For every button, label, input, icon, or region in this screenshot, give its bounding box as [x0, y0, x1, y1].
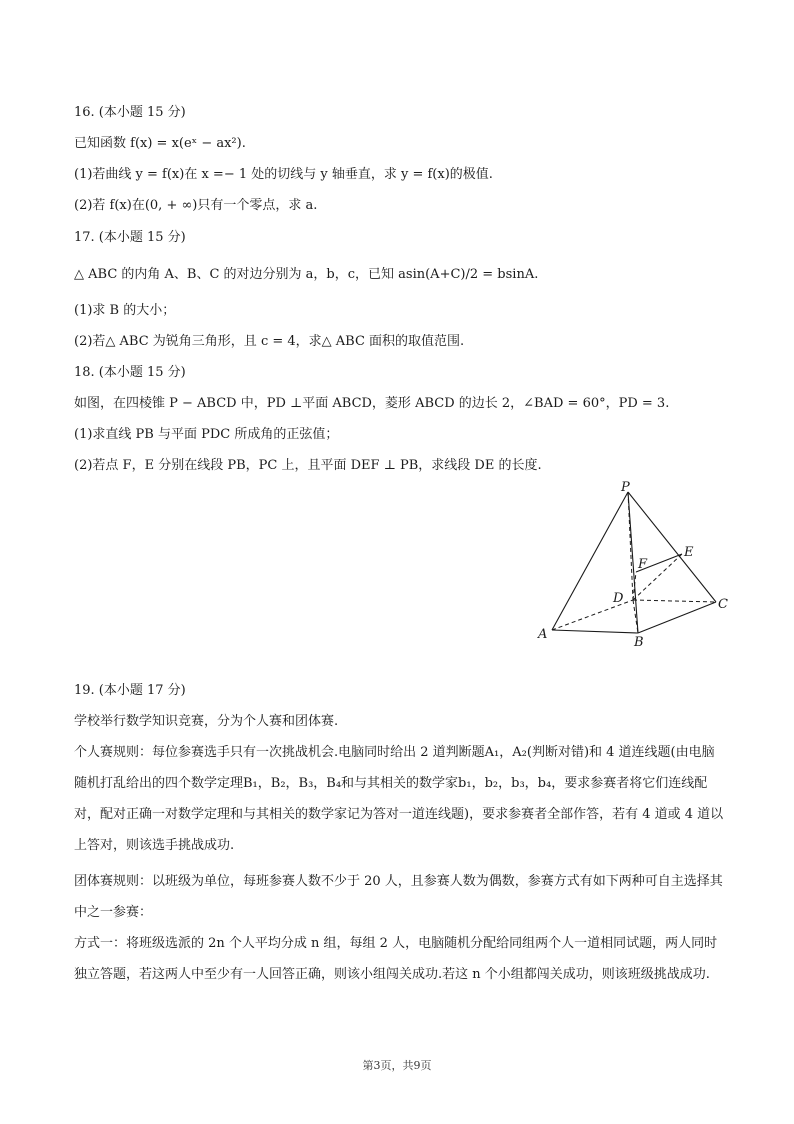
edge-BC [638, 602, 716, 633]
q18-stem: 如图，在四棱锥 P − ABCD 中，PD ⊥平面 ABCD，菱形 ABCD 的边长 2，∠BAD = 60°，PD = 3. [74, 396, 670, 411]
q16-header: 16. (本小题 15 分) [74, 105, 186, 120]
label-B: B [634, 635, 644, 650]
label-E: E [684, 545, 694, 560]
q19-individual-rules: 个人赛规则：每位参赛选手只有一次挑战机会.电脑同时给出 2 道判断题A₁，A₂(判断对错)和 4 道连线题(由电脑随机打乱给出的四个数学定理B₁，B₂，B₃，B₄和与其相关的数学家b₁，b₂，b₃，b₄，要求参赛者将它们连线配对，配对正确一对数学定理和与其相关的数学家记为答对一道连线题)，要求参赛者全部作答，若有 4 道或 4 道以上答对，则该选手挑战成功. [74, 745, 724, 853]
q16-stem-text: 已知函数 f(x) = x(eˣ − ax²). [74, 136, 246, 151]
edge-PA [552, 492, 628, 630]
q17-part2: (2)若△ ABC 为锐角三角形，且 c = 4，求△ ABC 面积的取值范围. [74, 334, 465, 349]
q16-part2: (2)若 f(x)在(0, + ∞)只有一个零点，求 a. [74, 198, 318, 213]
label-P: P [621, 480, 630, 495]
q17-part1: (1)求 B 的大小； [74, 303, 176, 318]
q18-part2: (2)若点 F，E 分别在线段 PB，PC 上，且平面 DEF ⊥ PB，求线段 DE 的长度. [74, 458, 542, 473]
q19-team-rules: 团体赛规则：以班级为单位，每班参赛人数不少于 20 人，且参赛人数为偶数，参赛方式有如下两种可自主选择其中之一参赛： [74, 874, 723, 920]
q17-stem: △ ABC 的内角 A、B、C 的对边分别为 a，b，c，已知 asin(A+C)/2 = bsinA. [74, 267, 539, 282]
edge-AB [552, 630, 638, 633]
q16-part1: (1)若曲线 y = f(x)在 x =− 1 处的切线与 y 轴垂直，求 y = f(x)的极值. [74, 167, 493, 182]
q17-header: 17. (本小题 15 分) [74, 230, 186, 245]
label-A: A [538, 627, 548, 642]
page-footer: 第3页，共9页 [362, 1059, 432, 1072]
edge-DC [633, 600, 716, 602]
q18-part1: (1)求直线 PB 与平面 PDC 所成角的正弦值； [74, 427, 339, 442]
q18-header: 18. (本小题 15 分) [74, 365, 186, 380]
q19-intro: 学校举行数学知识竞赛，分为个人赛和团体赛. [74, 714, 339, 729]
q19-method1: 方式一：将班级选派的 2n 个人平均分成 n 组，每组 2 人，电脑随机分配给同组两个人一道相同试题，两人同时独立答题，若这两人中至少有一人回答正确，则该小组闯关成功.若这 n 个小组都闯关成功，则该班级挑战成功. [74, 936, 718, 982]
label-D: D [613, 591, 624, 606]
pyramid-figure [530, 478, 740, 650]
q16-stem [74, 135, 246, 153]
edge-PC [628, 492, 716, 602]
label-F: F [638, 557, 648, 572]
edge-PB [628, 492, 638, 633]
label-C: C [718, 597, 728, 612]
q19-header: 19. (本小题 17 分) [74, 683, 186, 698]
